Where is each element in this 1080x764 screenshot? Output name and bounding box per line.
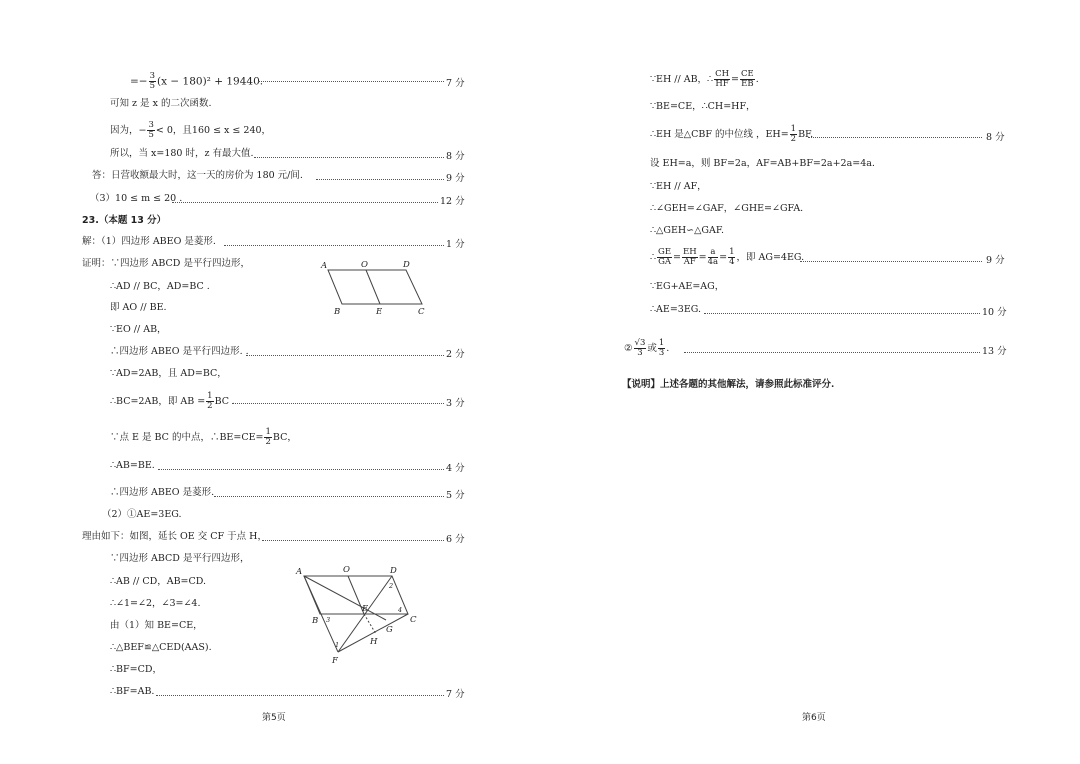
line-s3: ∴AD // BC，AD=BC . bbox=[110, 281, 210, 292]
denominator: GA bbox=[658, 257, 672, 267]
numerator: 1 bbox=[729, 247, 735, 257]
text: ∴BC=2AB，即 AB = bbox=[110, 396, 206, 407]
line-2: 可知 z 是 x 的二次函数. bbox=[110, 98, 212, 109]
score: 8 分 bbox=[986, 132, 1005, 143]
line-r8: ∴ $\frac{GE}{GA}$ = $\frac{EH}{AF}$ = $\frac{a}{4a}$ = $\frac{1}{4}$ ，即 AG=4EG. bbox=[650, 247, 805, 267]
dot-leader bbox=[258, 73, 444, 82]
line-s14: ∵四边形 ABCD 是平行四边形， bbox=[110, 553, 250, 564]
score: 7 分 bbox=[446, 689, 465, 700]
score: 8 分 bbox=[446, 151, 465, 162]
line-s6: ∴四边形 ABEO 是平行四边形. . bbox=[110, 346, 249, 357]
line-r6: ∴∠GEH=∠GAF，∠GHE=∠GFA. bbox=[650, 203, 804, 214]
fraction bbox=[740, 70, 755, 89]
text: 因为，− bbox=[110, 125, 147, 136]
text: BC， bbox=[272, 432, 297, 443]
denominator: HF bbox=[715, 79, 729, 89]
dot-leader bbox=[704, 305, 980, 314]
denominator: EB bbox=[741, 79, 754, 89]
dot-leader bbox=[158, 461, 444, 470]
fraction bbox=[728, 248, 735, 267]
line-6: （3）10 ≤ m ≤ 20 . bbox=[90, 193, 183, 204]
denominator: 2 bbox=[790, 134, 797, 144]
label-G: G bbox=[386, 625, 393, 635]
page-number: 第5页 bbox=[262, 713, 286, 723]
text: 或 bbox=[647, 343, 657, 354]
dot-leader bbox=[246, 347, 444, 356]
scoring-note: 【说明】上述各题的其他解法，请参照此标准评分. bbox=[622, 379, 835, 390]
line-s18: ∴△BEF≌△CED(AAS). bbox=[110, 642, 212, 653]
line-s16: ∴∠1=∠2，∠3=∠4. bbox=[110, 598, 201, 609]
line-r3 bbox=[650, 125, 813, 144]
label-H: H bbox=[370, 637, 378, 647]
text: < 0，且160 ≤ x ≤ 240， bbox=[155, 125, 272, 136]
label-F: F bbox=[332, 656, 338, 666]
denominator: 2 bbox=[207, 401, 213, 411]
label-A: A bbox=[321, 261, 328, 271]
score: 7 分 bbox=[446, 78, 465, 89]
numerator: 1 bbox=[658, 338, 665, 348]
score: 13 分 bbox=[982, 346, 1007, 357]
dot-leader bbox=[232, 395, 444, 404]
denominator: 4a bbox=[707, 257, 719, 267]
line-s5: ∵EO // AB， bbox=[110, 324, 167, 335]
line-4: 所以，当 x=180 时，z 有最大值. bbox=[110, 148, 254, 159]
line-s17: 由（1）知 BE=CE， bbox=[110, 620, 203, 631]
fraction bbox=[264, 428, 271, 447]
score: 3 分 bbox=[446, 398, 465, 409]
question-heading: 23.（本题 13 分） bbox=[82, 215, 167, 226]
fraction bbox=[206, 392, 213, 411]
label-A: A bbox=[296, 567, 303, 577]
line-s15: ∴AB // CD，AB=CD. bbox=[110, 576, 207, 587]
denominator: 5 bbox=[149, 81, 156, 91]
label-E: E bbox=[376, 307, 383, 317]
fraction bbox=[147, 121, 154, 140]
numerator: 3 bbox=[148, 120, 154, 130]
line-s7: ∵AD=2AB，且 AD=BC， bbox=[110, 368, 227, 379]
denominator: AF bbox=[683, 257, 696, 267]
numerator: √3 bbox=[634, 338, 646, 348]
label-B: B bbox=[334, 307, 341, 317]
figure-parallelogram-2 bbox=[290, 562, 426, 670]
line-r10: ∴AE=3EG. bbox=[650, 304, 702, 315]
line-s10: ∴AB=BE. bbox=[110, 460, 155, 471]
figure-parallelogram-1 bbox=[312, 256, 436, 320]
angle-1: 1 bbox=[335, 641, 340, 649]
line-s4: 即 AO // BE. bbox=[110, 302, 167, 313]
line-r5: ∵EH // AF， bbox=[650, 181, 707, 192]
text: . bbox=[666, 343, 670, 354]
numerator: CH bbox=[715, 69, 730, 79]
label-O: O bbox=[361, 260, 368, 270]
score: 1 分 bbox=[446, 239, 465, 250]
fraction bbox=[658, 339, 665, 358]
fraction bbox=[790, 125, 797, 144]
line-s1: 解：（1）四边形 ABEO 是菱形. bbox=[82, 236, 216, 247]
score: 9 分 bbox=[986, 255, 1005, 266]
line-s20: ∴BF=AB. bbox=[110, 686, 155, 697]
text: . bbox=[755, 74, 759, 85]
score: 10 分 bbox=[982, 307, 1007, 318]
denominator: 4 bbox=[729, 257, 735, 267]
line-r7: ∴△GEH∽△GAF. bbox=[650, 225, 725, 236]
numerator: GE bbox=[658, 247, 672, 257]
text: ∵点 E 是 BC 的中点，∴BE=CE= bbox=[110, 432, 264, 443]
line-s8 bbox=[110, 392, 235, 411]
dot-leader bbox=[684, 344, 980, 353]
line-s2: 证明：∵四边形 ABCD 是平行四边形， bbox=[82, 258, 250, 269]
numerator: EH bbox=[683, 247, 697, 257]
score: 4 分 bbox=[446, 463, 465, 474]
line-r1 bbox=[650, 70, 759, 89]
line-s12: （2）①AE=3EG. bbox=[102, 509, 182, 520]
numerator: 1 bbox=[790, 124, 797, 134]
line-s13: 理由如下：如图，延长 OE 交 CF 于点 H， bbox=[82, 531, 267, 542]
dot-leader bbox=[224, 237, 444, 246]
line-s11: ∴四边形 ABEO 是菱形. bbox=[110, 487, 215, 498]
score: 2 分 bbox=[446, 349, 465, 360]
fraction bbox=[634, 339, 647, 358]
text: BF. bbox=[798, 129, 814, 140]
label-C: C bbox=[410, 615, 417, 625]
fraction bbox=[714, 70, 730, 89]
text: (x − 180)² + 19440. bbox=[157, 75, 264, 88]
fraction bbox=[708, 248, 718, 267]
denominator: 3 bbox=[637, 348, 643, 358]
line-r4: 设 EH=a，则 BF=2a，AF=AB+BF=2a+2a=4a. bbox=[650, 158, 875, 169]
text: ∴EH 是△CBF 的中位线 ，EH= bbox=[650, 129, 789, 140]
denominator: 5 bbox=[148, 130, 154, 140]
line-1 bbox=[130, 72, 263, 91]
text: ∴ bbox=[650, 252, 657, 263]
angle-4: 4 bbox=[398, 606, 403, 614]
dot-leader bbox=[156, 687, 444, 696]
line-r11 bbox=[624, 339, 669, 358]
denominator: 3 bbox=[658, 348, 665, 358]
label-E: E bbox=[362, 604, 369, 614]
label-B: B bbox=[312, 616, 319, 626]
text: BC . bbox=[214, 396, 236, 407]
text: ② bbox=[624, 343, 633, 354]
angle-3: 3 bbox=[326, 616, 331, 624]
score: 9 分 bbox=[446, 173, 465, 184]
fraction bbox=[657, 248, 672, 267]
numerator: a bbox=[708, 248, 718, 258]
denominator: 2 bbox=[265, 437, 271, 447]
label-D: D bbox=[403, 260, 410, 270]
dot-leader bbox=[172, 194, 438, 203]
numerator: 3 bbox=[149, 71, 156, 81]
text: ，即 AG=4EG. bbox=[736, 252, 805, 263]
score: 12 分 bbox=[440, 196, 465, 207]
text: ∵EH // AB，∴ bbox=[650, 74, 714, 85]
fraction bbox=[149, 72, 156, 91]
text: =− bbox=[130, 75, 148, 88]
dot-leader bbox=[808, 129, 982, 138]
line-3 bbox=[110, 121, 271, 140]
dot-leader bbox=[316, 171, 444, 180]
label-C: C bbox=[418, 307, 425, 317]
score: 6 分 bbox=[446, 534, 465, 545]
line-s9 bbox=[110, 428, 297, 447]
fraction bbox=[682, 248, 698, 267]
dot-leader bbox=[800, 253, 982, 262]
numerator: 1 bbox=[207, 391, 213, 401]
dot-leader bbox=[254, 149, 444, 158]
line-r2: ∵BE=CE，∴CH=HF， bbox=[650, 101, 756, 112]
numerator: CE bbox=[740, 69, 754, 79]
line-5: 答：日营收额最大时，这一天的房价为 180 元/间. bbox=[92, 170, 303, 181]
score: 5 分 bbox=[446, 490, 465, 501]
line-s19: ∴BF=CD， bbox=[110, 664, 162, 675]
dot-leader bbox=[214, 488, 444, 497]
angle-2: 2 bbox=[389, 582, 394, 590]
label-D: D bbox=[390, 566, 397, 576]
text: = bbox=[731, 74, 739, 85]
numerator: 1 bbox=[265, 427, 271, 437]
dot-leader bbox=[262, 532, 444, 541]
label-O: O bbox=[343, 565, 350, 575]
page-number: 第6页 bbox=[802, 713, 826, 723]
line-r9: ∵EG+AE=AG， bbox=[650, 281, 725, 292]
